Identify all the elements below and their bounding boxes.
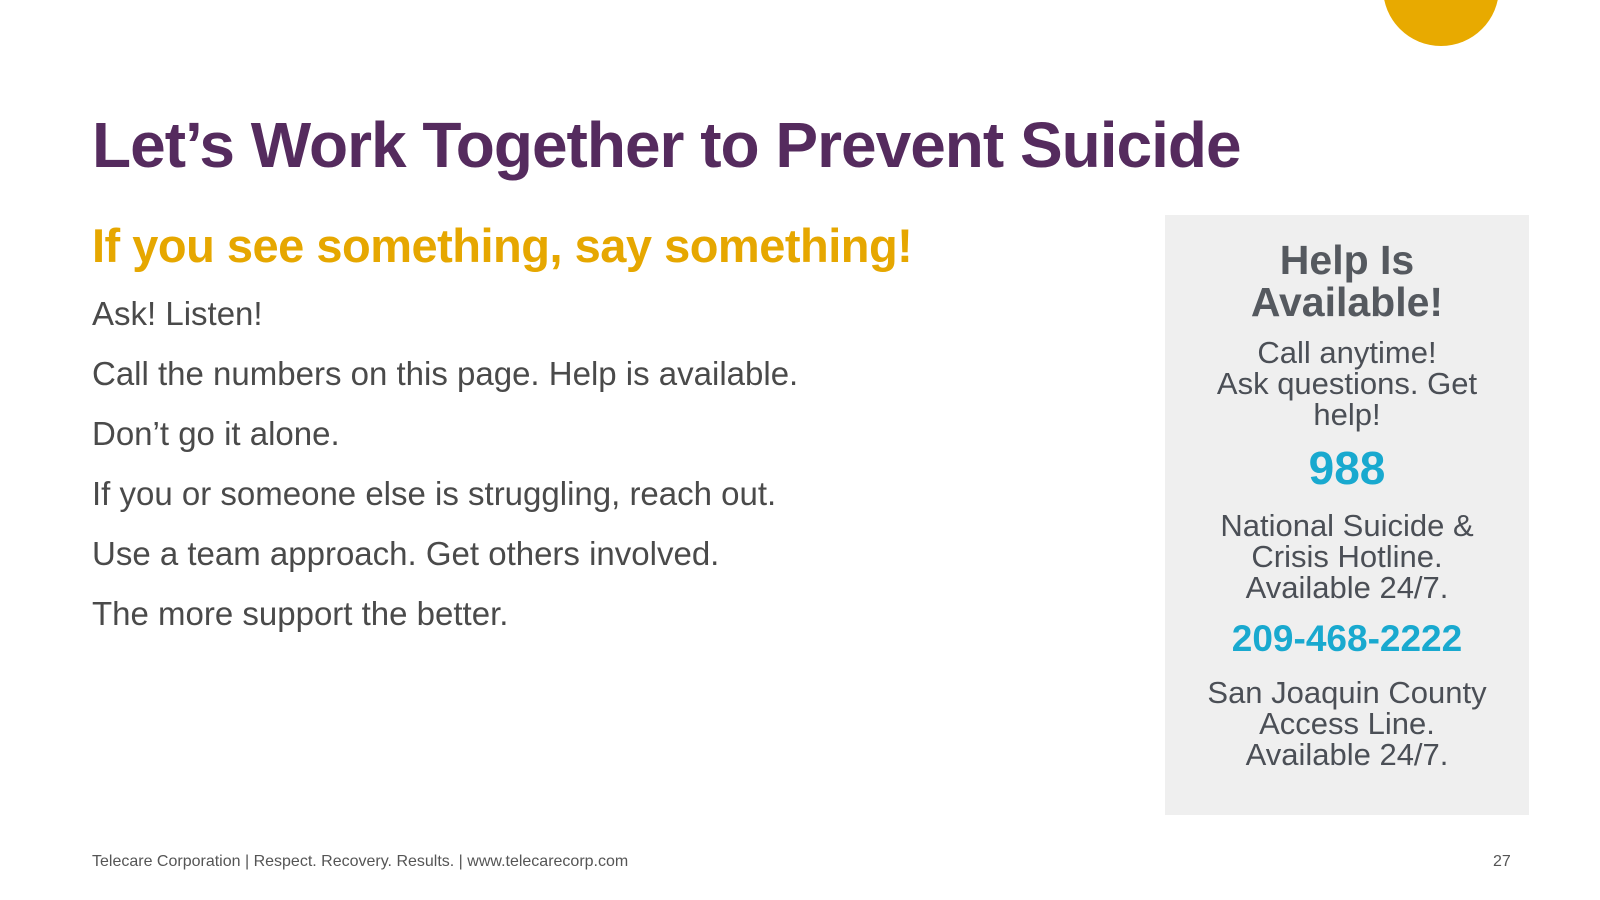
tips-list — [92, 292, 798, 652]
county-access-description-line: Access Line. — [1259, 706, 1435, 741]
help-intro-line: Ask questions. Get — [1216, 366, 1478, 401]
tip-item: Use a team approach. Get others involved. — [92, 535, 720, 572]
hotline-description-line: Crisis Hotline. — [1251, 539, 1443, 574]
tip-item: The more support the better. — [92, 595, 509, 632]
help-intro-line: Call anytime! — [1257, 335, 1437, 370]
help-heading-line: Available! — [1250, 279, 1444, 325]
hotline-number-988[interactable]: 988 — [1308, 442, 1386, 494]
help-intro-line: help! — [1313, 397, 1381, 432]
footer-text: Telecare Corporation | Respect. Recovery. Results. | www.telecarecorp.com — [92, 853, 629, 870]
hotline-description-line: National Suicide & — [1220, 508, 1474, 543]
hotline-description-line: Available 24/7. — [1245, 570, 1449, 605]
county-access-description-line: San Joaquin County — [1207, 675, 1487, 710]
slide-title: Let’s Work Together to Prevent Suicide — [92, 109, 1241, 181]
county-access-description-line: Available 24/7. — [1245, 737, 1449, 772]
help-heading — [1165, 239, 1529, 323]
tip-item: Don’t go it alone. — [92, 415, 340, 452]
help-available-panel — [1165, 215, 1529, 815]
page-number: 27 — [1493, 853, 1511, 870]
slide-subtitle: If you see something, say something! — [92, 219, 913, 272]
hotline-description — [1165, 510, 1529, 603]
decorative-accent-circle — [1383, 0, 1499, 46]
help-heading-line: Help Is — [1279, 237, 1415, 283]
county-access-number[interactable]: 209-468-2222 — [1231, 618, 1463, 659]
tip-item: If you or someone else is struggling, reach out. — [92, 475, 777, 512]
tip-item: Ask! Listen! — [92, 295, 263, 332]
tip-item: Call the numbers on this page. Help is available. — [92, 355, 799, 392]
county-access-description — [1165, 677, 1529, 770]
help-intro — [1165, 337, 1529, 430]
